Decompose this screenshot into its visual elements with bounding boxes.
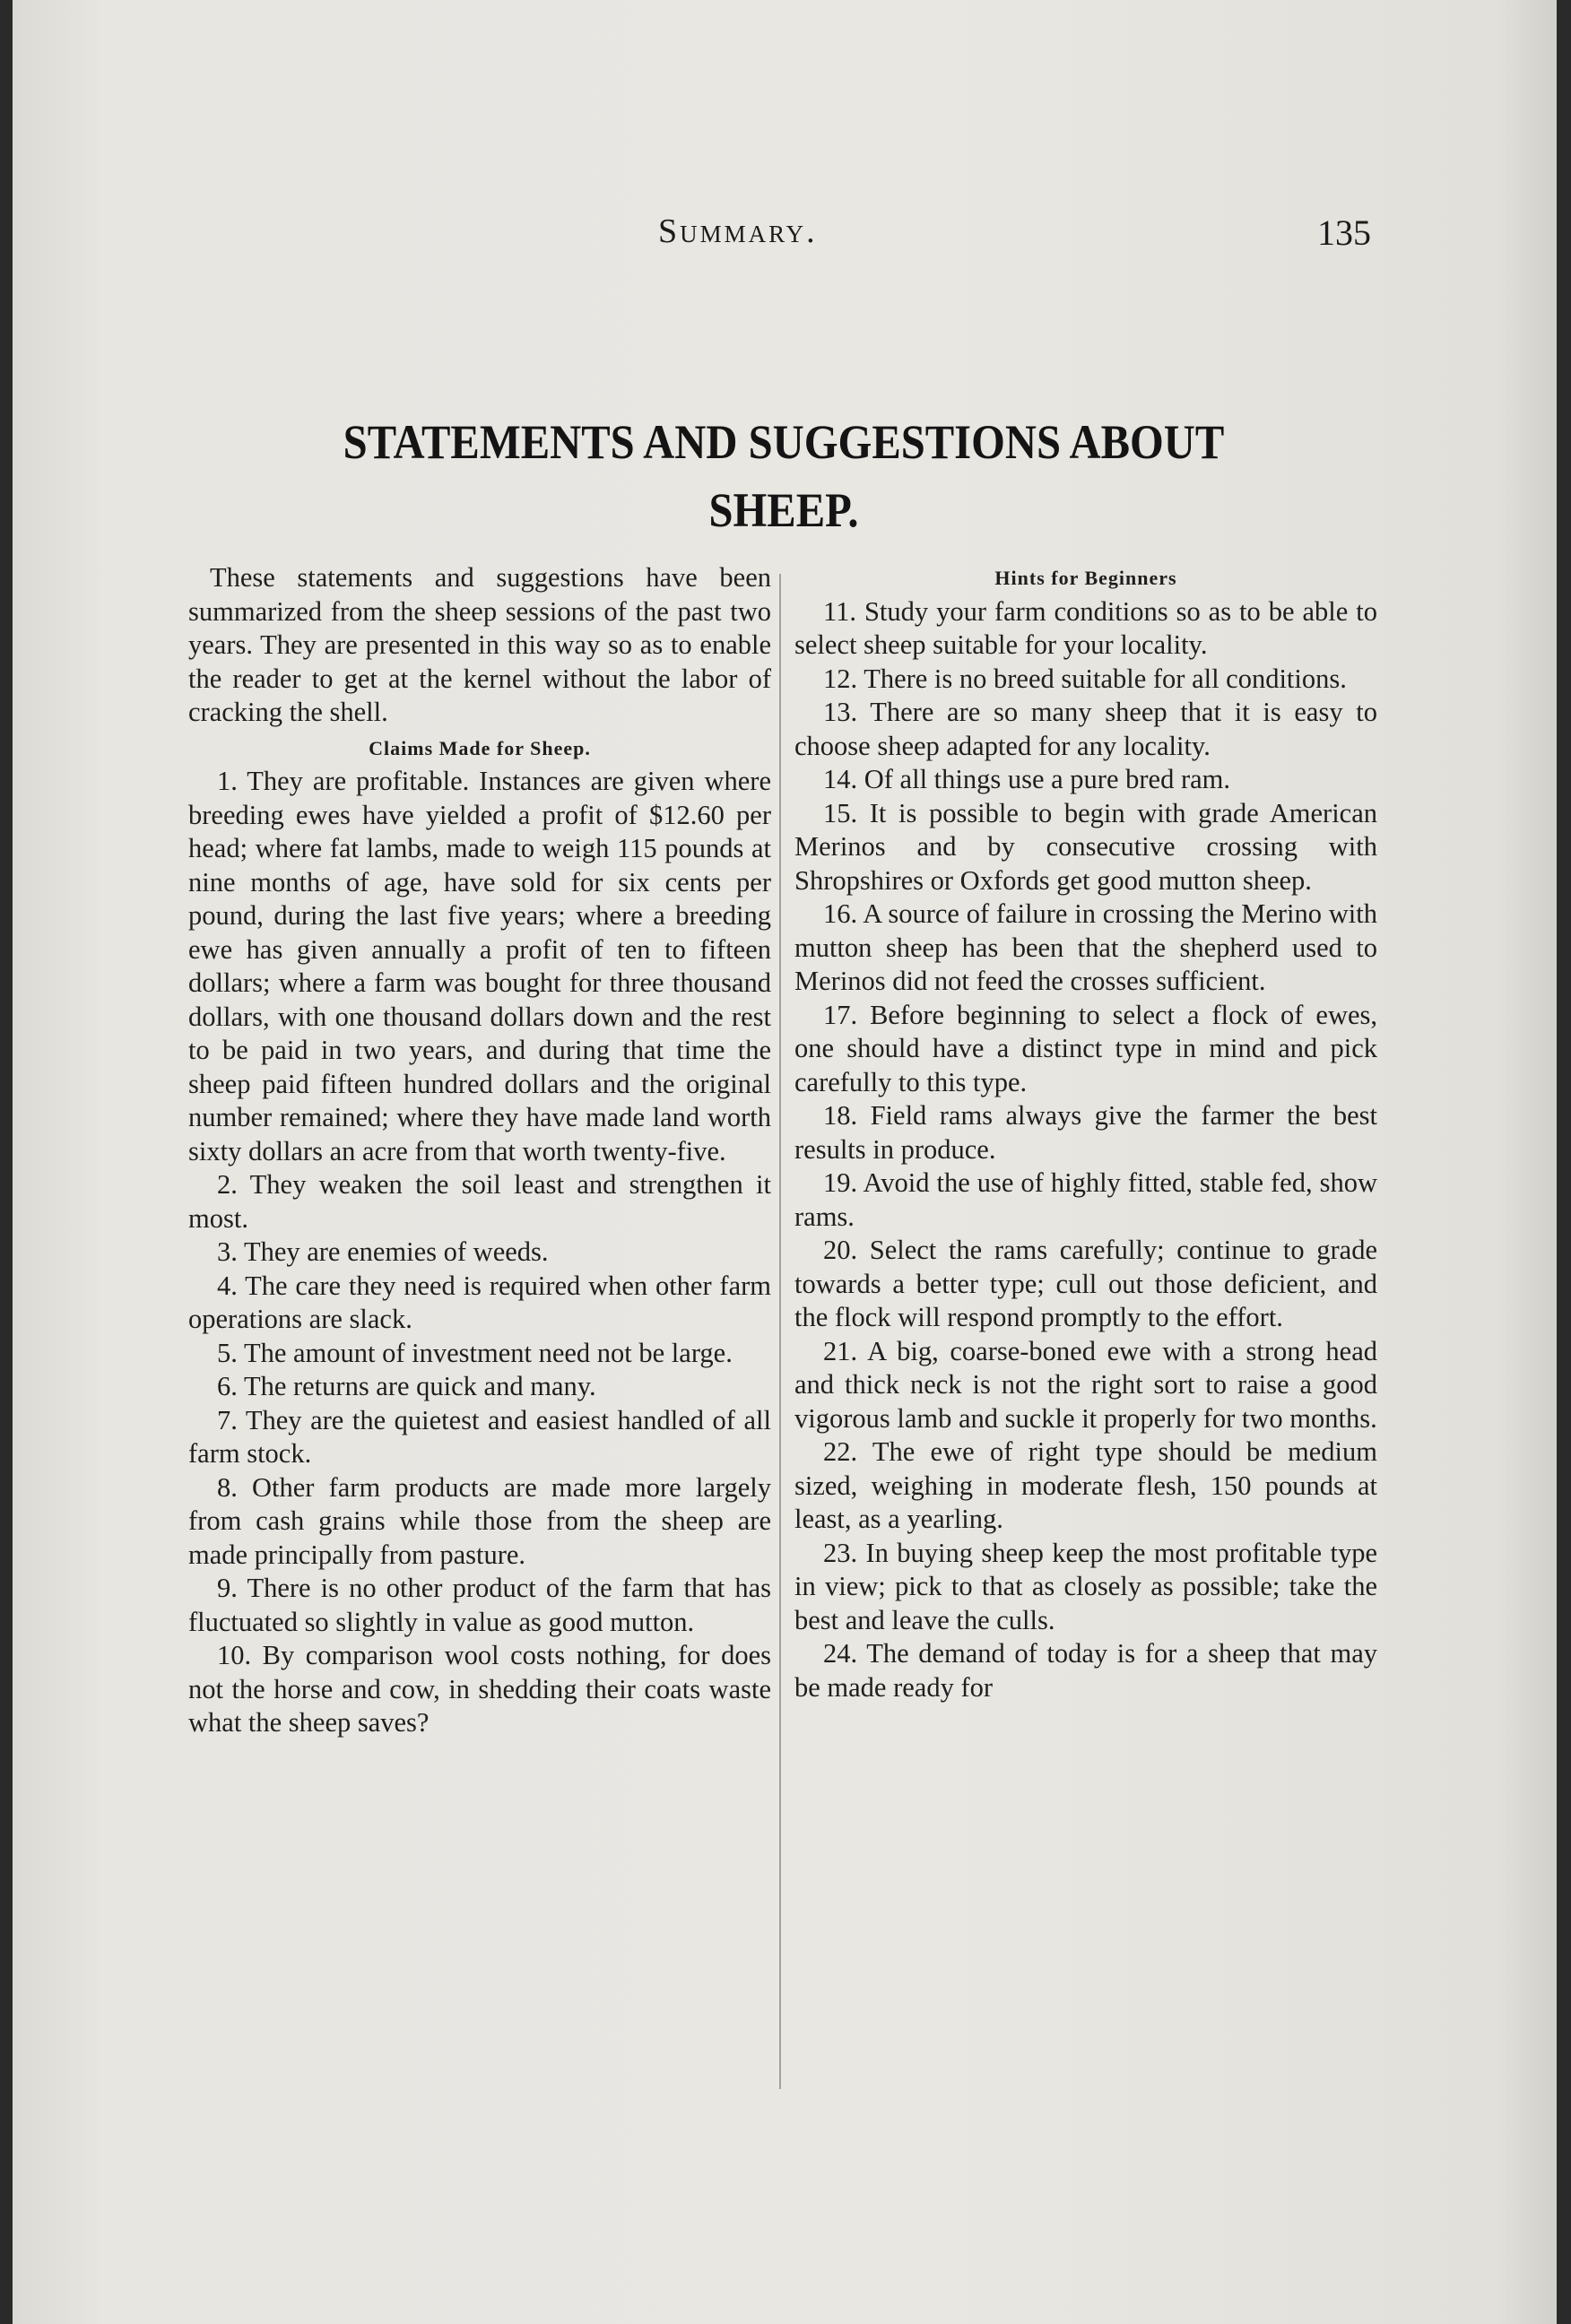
book-page: [13, 0, 1557, 2324]
hint-item: 20. Select the rams carefully; continue to grade towards a better type; cull out those deficient, and the flock will respond promptly to the effort.: [794, 1235, 1377, 1332]
column-divider: [779, 574, 781, 2089]
hint-item: 13. There are so many sheep that it is easy to choose sheep adapted for any locality.: [794, 697, 1377, 761]
subhead-claims: Claims Made for Sheep.: [369, 736, 591, 759]
hint-item: 17. Before beginning to select a flock of ewes, one should have a distinct type in mind and pick carefully to this type.: [794, 999, 1377, 1097]
statement-item: 3. They are enemies of weeds.: [217, 1236, 549, 1267]
statement-item: 1. They are profitable. Instances are given where breeding ewes have yielded a profit of $12.60 per head; where fat lambs, made to weigh 115 pounds at nine months of age, have sold for six cents per pound, during the last five years; where a breeding ewe has given annually a profit of ten to fifteen dollars; where a farm was bought for three thousand dollars, with one thousand dollars down and the rest to be paid in two years, and during that time the sheep paid fifteen hundred dollars and the original number remained; where they have made land worth sixty dollars an acre from that worth twenty-five.: [188, 766, 771, 1166]
chapter-title: [251, 408, 1316, 544]
statement-item: 2. They weaken the soil least and strengthen it most.: [188, 1169, 771, 1234]
statement-item: 10. By comparison wool costs nothing, for does not the horse and cow, in shedding their coats waste what the sheep saves?: [188, 1640, 771, 1738]
statement-item: 6. The returns are quick and many.: [217, 1371, 596, 1401]
statement-item: 5. The amount of investment need not be large.: [217, 1337, 733, 1368]
right-column: [794, 561, 1377, 1704]
chapter-title-line-2: SHEEP.: [708, 483, 859, 537]
hint-item: 21. A big, coarse-boned ewe with a strong head and thick neck is not the right sort to raise a good vigorous lamb and suckle it properly for two months.: [794, 1335, 1377, 1434]
subhead-hints: Hints for Beginners: [994, 567, 1177, 589]
hint-item: 18. Field rams always give the farmer the best results in produce.: [794, 1100, 1377, 1165]
statement-item: 9. There is no other product of the farm that has fluctuated so slightly in value as good mutton.: [188, 1573, 771, 1637]
hint-item: 19. Avoid the use of highly fitted, stable fed, show rams.: [794, 1167, 1377, 1232]
hint-item: 11. Study your farm conditions so as to be able to select sheep suitable for your locality.: [794, 595, 1377, 660]
intro-paragraph: These statements and suggestions have been summarized from the sheep sessions of the past two years. They are presented in this way so as to enable the reader to get at the kernel without the labor of cracking the shell.: [188, 562, 771, 727]
hint-item: 15. It is possible to begin with grade American Merinos and by consecutive crossing with Shropshires or Oxfords get good mutton sheep.: [794, 797, 1377, 896]
running-title: Summary.: [658, 212, 818, 250]
statement-item: 4. The care they need is required when other farm operations are slack.: [188, 1270, 771, 1334]
hint-item: 24. The demand of today is for a sheep that may be made ready for: [794, 1638, 1377, 1703]
statement-item: 7. They are the quietest and easiest handled of all farm stock.: [188, 1404, 771, 1469]
hint-item: 12. There is no breed suitable for all conditions.: [823, 663, 1347, 694]
hint-item: 14. Of all things use a pure bred ram.: [823, 764, 1230, 794]
chapter-title-line-1: STATEMENTS AND SUGGESTIONS ABOUT: [343, 415, 1225, 469]
running-head: [13, 212, 1557, 265]
left-column: [188, 561, 771, 1740]
hint-item: 23. In buying sheep keep the most profitable type in view; pick to that as closely as possible; take the best and leave the culls.: [794, 1537, 1377, 1635]
hint-item: 16. A source of failure in crossing the Merino with mutton sheep has been that the shepherd used to Merinos did not feed the crosses sufficient.: [794, 898, 1377, 996]
hint-item: 22. The ewe of right type should be medium sized, weighing in moderate flesh, 150 pounds at least, as a yearling.: [794, 1436, 1377, 1534]
page-number: 135: [1317, 212, 1371, 253]
statement-item: 8. Other farm products are made more largely from cash grains while those from the sheep are made principally from pasture.: [188, 1471, 771, 1570]
